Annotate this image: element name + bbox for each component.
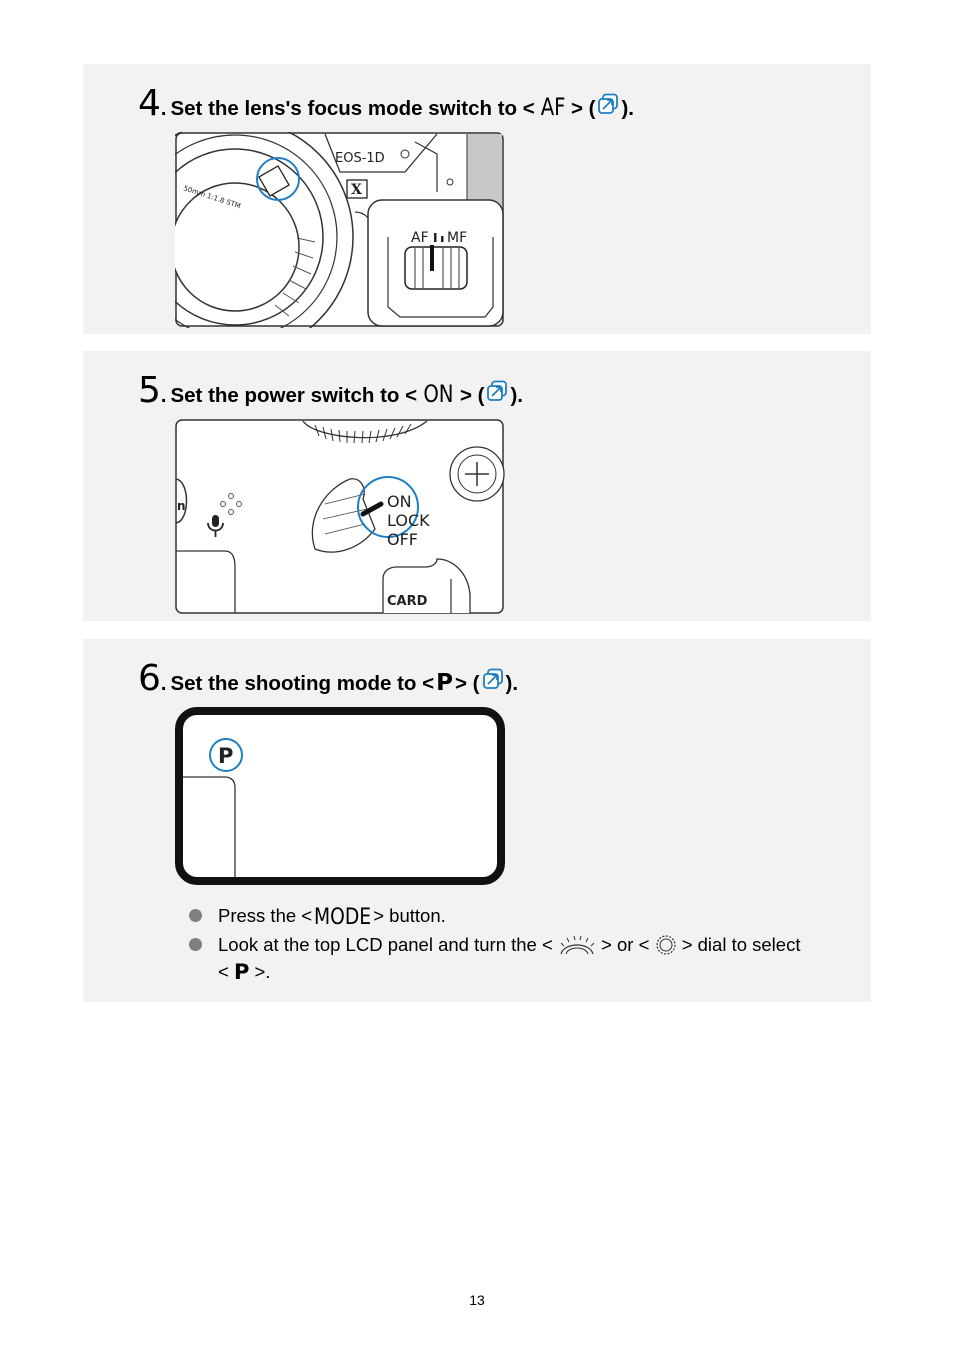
main-dial-icon <box>558 934 596 956</box>
reference-icon[interactable] <box>486 380 508 402</box>
switch-mf-label: MF <box>447 230 468 246</box>
p-mode-label: P <box>218 744 234 768</box>
step-number: 6 <box>138 658 161 699</box>
step-4-heading: 4 . Set the lens's focus mode switch to < AF > ( ). <box>138 83 635 124</box>
lens-text: 50mm 1:1.8 STM <box>182 184 242 211</box>
step-title: Set the lens's focus mode switch to < AF > ( ). <box>170 93 635 121</box>
bullet-dot <box>189 909 202 922</box>
camera-model-label: EOS-1D <box>335 151 385 166</box>
quick-control-dial-icon <box>655 934 677 956</box>
step-title: Set the power switch to < ON > ( ). <box>170 380 523 408</box>
svg-text:X: X <box>351 182 362 198</box>
step-title: Set the shooting mode to < P > ( ). <box>170 670 519 696</box>
step-number: 4 <box>138 83 161 124</box>
svg-text:n: n <box>177 499 186 513</box>
step-6-heading: 6 . Set the shooting mode to < P > ( ). <box>138 658 519 699</box>
bullet-list <box>187 902 837 986</box>
power-switch-illustration <box>175 419 505 615</box>
lcd-panel-illustration <box>175 707 505 885</box>
af-symbol: AF <box>540 93 566 121</box>
bullet-dot <box>189 938 202 951</box>
step-number: 5 <box>138 370 161 411</box>
reference-icon[interactable] <box>482 668 504 690</box>
step-4-panel <box>83 64 871 334</box>
lock-label: LOCK <box>387 511 430 530</box>
step-5-heading: 5 . Set the power switch to < ON > ( ). <box>138 370 523 411</box>
p-symbol: P <box>233 960 250 984</box>
on-label: ON <box>387 492 412 511</box>
p-symbol: P <box>436 670 453 696</box>
list-item: Look at the top LCD panel and turn the < > or < > dial to select < P >. <box>187 931 837 986</box>
lens-focus-switch-illustration <box>175 132 505 328</box>
reference-icon[interactable] <box>597 93 619 115</box>
mode-symbol: MODE <box>314 905 372 930</box>
card-label: CARD <box>387 594 428 609</box>
list-item: Press the <MODE > button. <box>187 902 837 931</box>
step-5-panel <box>83 351 871 621</box>
switch-af-label: AF <box>411 230 429 246</box>
on-symbol: ON <box>423 380 454 408</box>
off-label: OFF <box>387 530 418 549</box>
page-number: 13 <box>469 1292 485 1308</box>
step-6-panel <box>83 639 871 1002</box>
